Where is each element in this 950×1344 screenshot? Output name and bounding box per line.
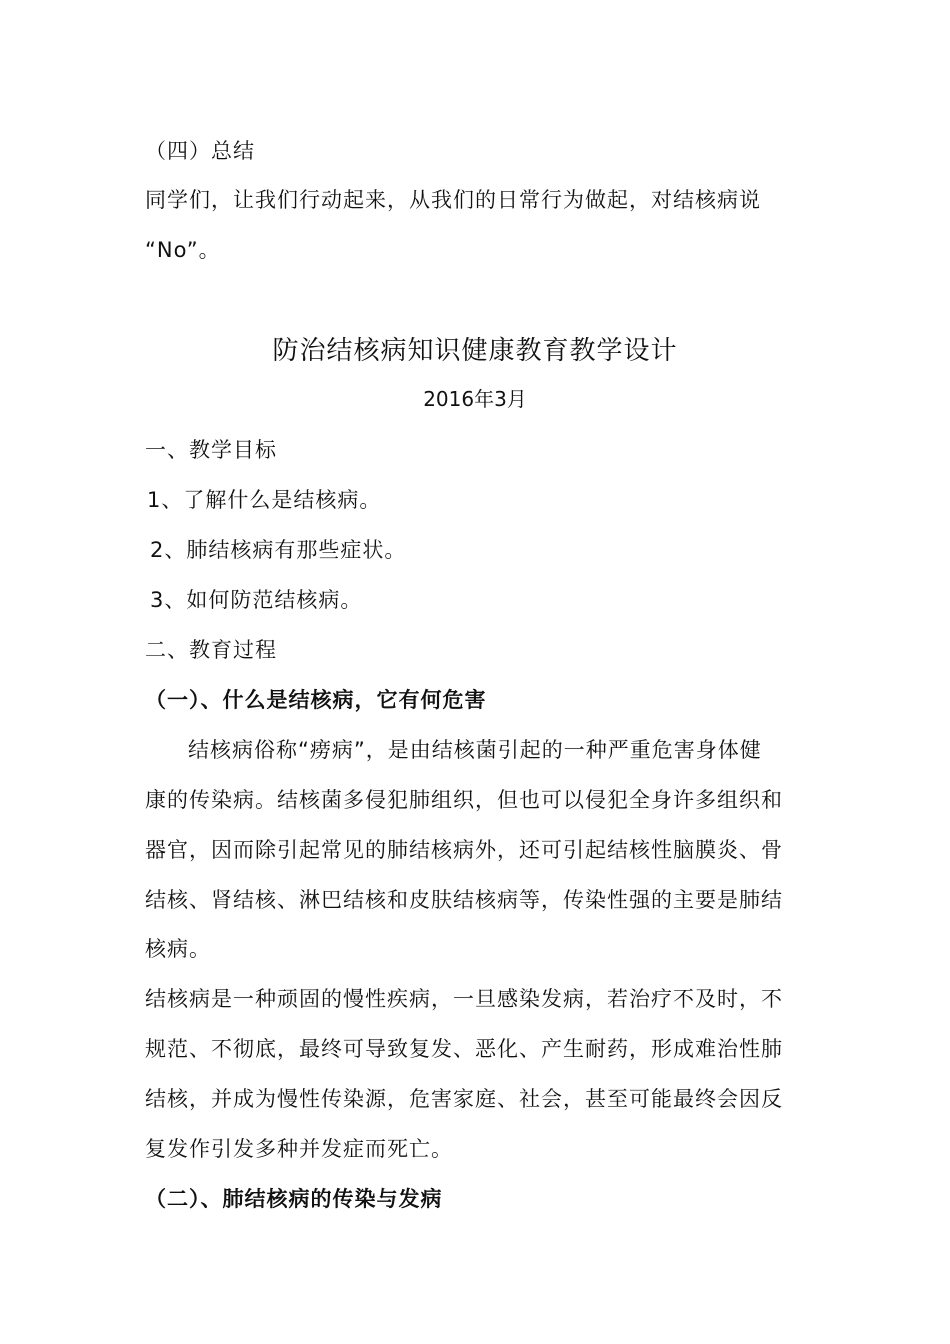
summary-line-2: “No”。	[145, 238, 221, 262]
subsection-heading-transmission: （二）、肺结核病的传染与发病	[145, 1187, 443, 1211]
section-heading-goals: 一、教学目标	[145, 438, 277, 462]
paragraph-2-line-3: 结核，并成为慢性传染源，危害家庭、社会，甚至可能最终会因反	[145, 1087, 783, 1111]
goal-item-3: 3、如何防范结核病。	[150, 588, 363, 612]
section-heading-process: 二、教育过程	[145, 638, 277, 662]
paragraph-2-line-2: 规范、不彻底，最终可导致复发、恶化、产生耐药，形成难治性肺	[145, 1037, 783, 1061]
document-title: 防治结核病知识健康教育教学设计	[272, 336, 678, 366]
paragraph-1-line-3: 器官，因而除引起常见的肺结核病外，还可引起结核性脑膜炎、骨	[145, 838, 783, 862]
goal-item-1: 1、了解什么是结核病。	[147, 488, 382, 512]
subsection-heading-what-is-tb: （一）、什么是结核病，它有何危害	[145, 688, 487, 712]
paragraph-2-line-1: 结核病是一种顽固的慢性疾病，一旦感染发病，若治疗不及时，不	[145, 987, 783, 1011]
paragraph-1-line-4: 结核、肾结核、淋巴结核和皮肤结核病等，传染性强的主要是肺结	[145, 888, 783, 912]
paragraph-1-line-2: 康的传染病。结核菌多侵犯肺组织，但也可以侵犯全身许多组织和	[145, 788, 783, 812]
paragraph-2-line-4: 复发作引发多种并发症而死亡。	[145, 1137, 453, 1161]
paragraph-1-line-5: 核病。	[145, 937, 211, 961]
summary-line-1: 同学们，让我们行动起来，从我们的日常行为做起，对结核病说	[145, 188, 761, 212]
goal-item-2: 2、肺结核病有那些症状。	[150, 538, 407, 562]
document-date: 2016年3月	[423, 387, 527, 411]
paragraph-1-line-1: 结核病俗称“痨病”，是由结核菌引起的一种严重危害身体健	[188, 738, 762, 762]
summary-heading: （四）总结	[145, 139, 255, 163]
